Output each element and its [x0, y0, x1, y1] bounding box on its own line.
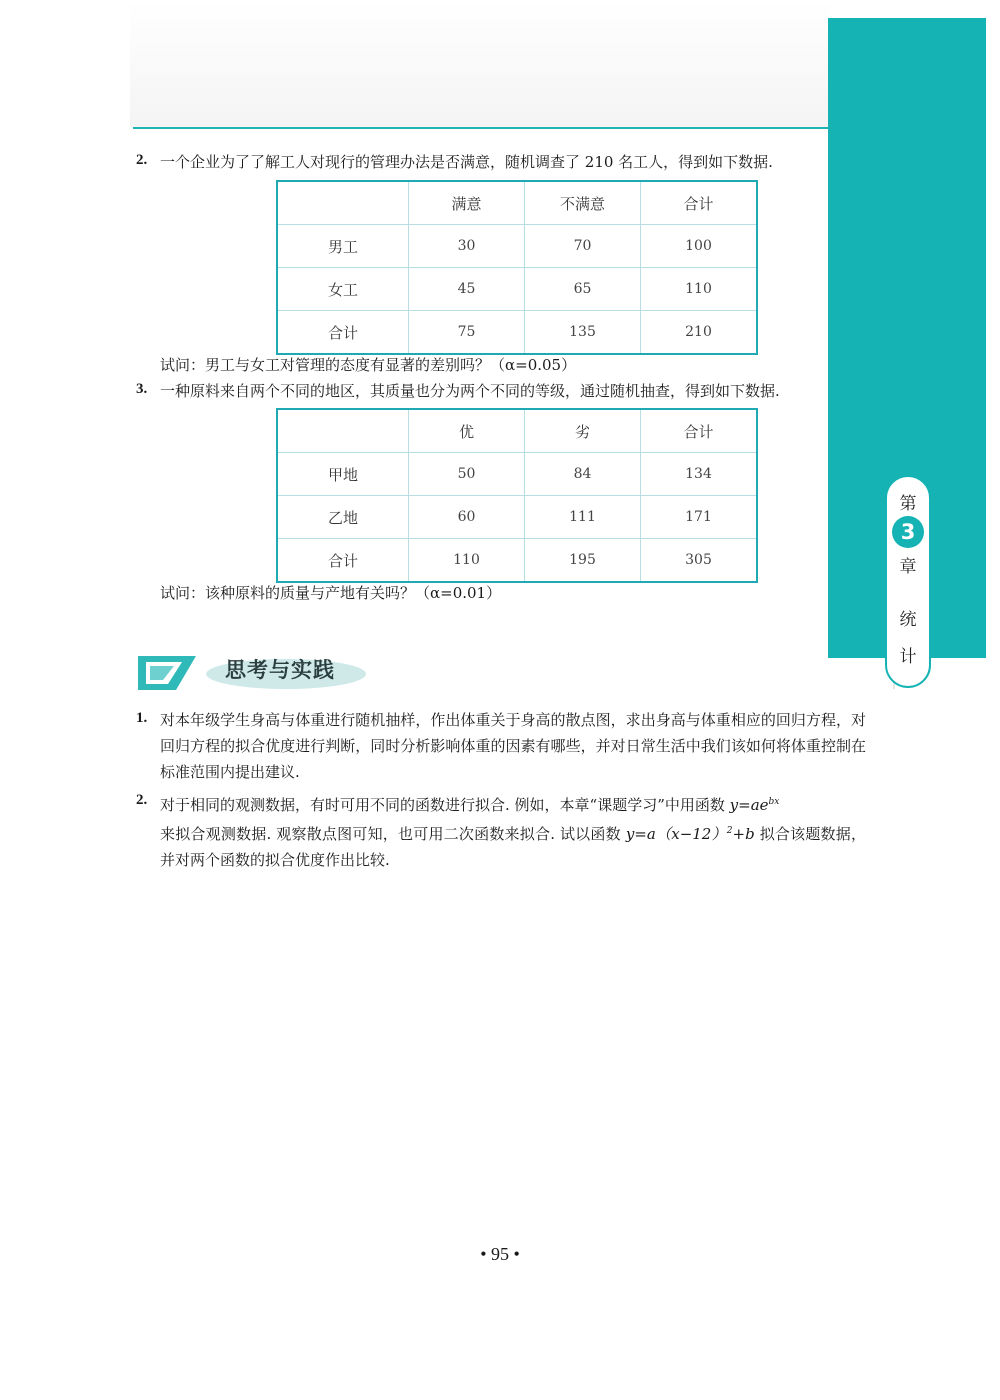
practice-1-number: 1.: [136, 710, 148, 726]
header-band: [130, 0, 830, 128]
table-cell: 30: [409, 225, 525, 268]
page-number: • 95 •: [480, 1244, 520, 1264]
row-label: 合计: [277, 311, 409, 355]
formula-2-exponent: 2: [726, 826, 733, 836]
table-cell: 110: [641, 268, 758, 311]
table-cell: 45: [409, 268, 525, 311]
formula-2-base: y=a（x−12）: [625, 825, 727, 843]
table-header-row: [277, 409, 757, 453]
formula-1-exponent: bx: [768, 797, 780, 807]
practice-1-text: 对本年级学生身高与体重进行随机抽样，作出体重关于身高的散点图，求出身高与体重相应的回归方程，对回归方程的拟合优度进行判断，同时分析影响体重的因素有哪些，并对日常生活中我们该如何将体重控制在标准范围内提出建议.: [160, 711, 866, 781]
table-row: [277, 268, 757, 311]
practice-2-number: 2.: [136, 792, 148, 808]
formula-2-tail: +b: [732, 825, 755, 843]
row-label: 女工: [277, 268, 409, 311]
table-cell: 210: [641, 311, 758, 355]
table-cell: 60: [409, 496, 525, 539]
table-cell: 50: [409, 453, 525, 496]
q2-question: 试问：男工与女工对管理的态度有显著的差别吗？（α=0.05）: [160, 356, 577, 374]
practice-2-text-b: 来拟合观测数据. 观察散点图可知，也可用二次函数来拟合. 试以函数: [160, 825, 626, 843]
row-label: 男工: [277, 225, 409, 268]
practice-2-text-a: 对于相同的观测数据，有时可用不同的函数进行拟合. 例如，本章“课题学习”中用函数: [160, 796, 730, 814]
q3-question: 试问：该种原料的质量与产地有关吗？（α=0.01）: [160, 584, 502, 602]
table-cell: 75: [409, 311, 525, 355]
table-header-row: [277, 181, 757, 225]
table-header-cell: [277, 181, 409, 225]
table-header-cell: 不满意: [525, 181, 641, 225]
table-cell: 110: [409, 539, 525, 583]
table-header-cell: 合计: [641, 181, 758, 225]
table-cell: 84: [525, 453, 641, 496]
formula-quadratic: [626, 825, 755, 843]
table-cell: 134: [641, 453, 758, 496]
chapter-tab: [885, 475, 931, 688]
chapter-suffix: 章: [899, 557, 917, 577]
formula-1-base: y=ae: [729, 796, 769, 814]
q3-text: 一种原料来自两个不同的地区，其质量也分为两个不同的等级，通过随机抽查，得到如下数据.: [160, 382, 780, 400]
section-title: 思考与实践: [225, 658, 335, 682]
q2-number: 2.: [136, 152, 148, 168]
row-label: 甲地: [277, 453, 409, 496]
table-row: [277, 311, 757, 355]
table-row: [277, 539, 757, 583]
practice-2-text: [160, 789, 866, 873]
row-label: 合计: [277, 539, 409, 583]
q3-number: 3.: [136, 381, 148, 397]
q2-table: [276, 180, 758, 355]
chapter-prefix: 第: [899, 494, 917, 514]
chapter-title-1: 统: [899, 610, 917, 630]
table-header-cell: 合计: [641, 409, 758, 453]
table-header-cell: 满意: [409, 181, 525, 225]
table-row: [277, 225, 757, 268]
table-row: [277, 496, 757, 539]
header-rule: [133, 127, 873, 129]
table-header-cell: 劣: [525, 409, 641, 453]
table-cell: 70: [525, 225, 641, 268]
q3-table: [276, 408, 758, 583]
practice-2-text-c: 拟合该题数据，并对两个函数的拟合优度作出比较.: [160, 825, 866, 869]
chapter-title-2: 计: [899, 647, 917, 667]
q2-text: 一个企业为了了解工人对现行的管理办法是否满意，随机调查了 210 名工人，得到如下数据.: [160, 153, 773, 171]
table-cell: 111: [525, 496, 641, 539]
table-header-cell: [277, 409, 409, 453]
table-cell: 65: [525, 268, 641, 311]
chapter-number-badge: 3: [892, 516, 924, 548]
table-cell: 171: [641, 496, 758, 539]
table-header-cell: 优: [409, 409, 525, 453]
table-cell: 195: [525, 539, 641, 583]
formula-exponential: [730, 796, 780, 814]
table-cell: 305: [641, 539, 758, 583]
row-label: 乙地: [277, 496, 409, 539]
table-row: [277, 453, 757, 496]
table-cell: 100: [641, 225, 758, 268]
table-cell: 135: [525, 311, 641, 355]
